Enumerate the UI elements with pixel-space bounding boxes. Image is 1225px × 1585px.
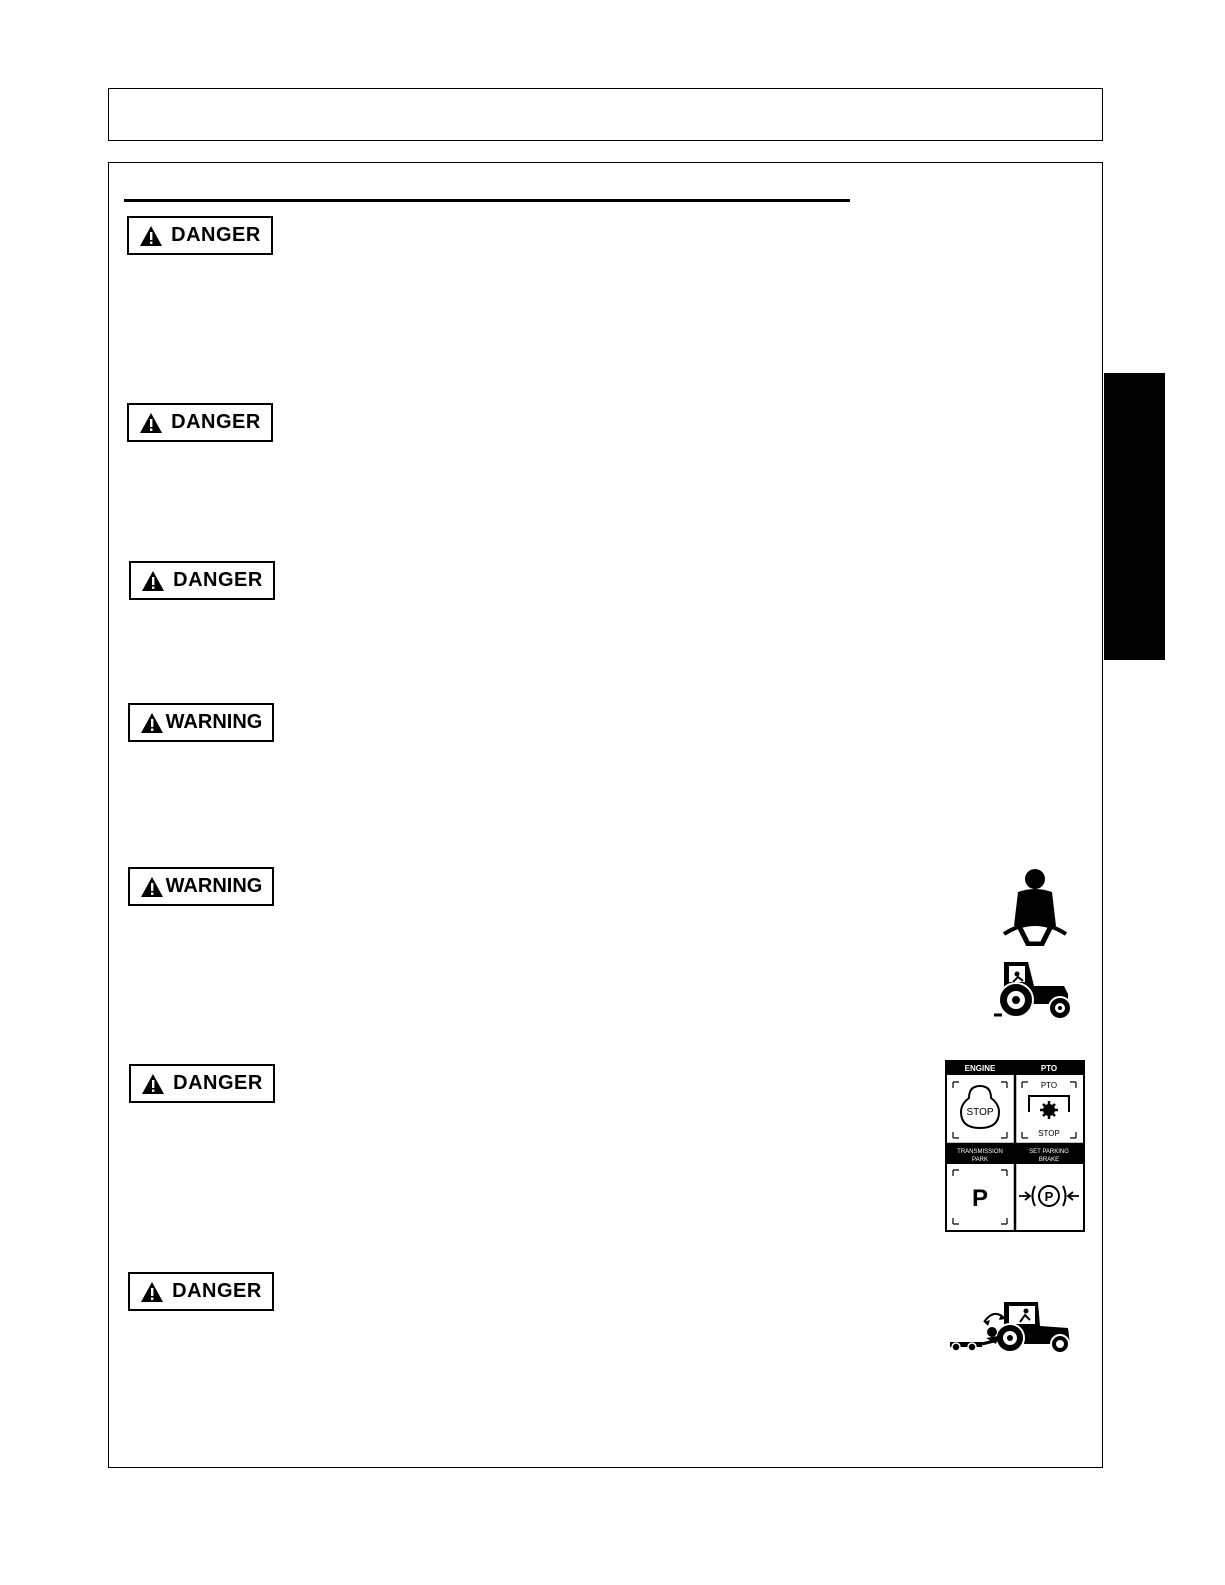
transmission-park-symbol: P: [971, 1185, 989, 1212]
pto-label: PTO: [1040, 1064, 1058, 1073]
brake-label-2: BRAKE: [1038, 1157, 1060, 1163]
sign-label: DANGER: [172, 1280, 262, 1302]
transmission-label: TRANSMISSION: [957, 1149, 1003, 1155]
shutdown-decal: [945, 1060, 1085, 1232]
section-tab: [1104, 373, 1165, 660]
transmission-label-2: PARK: [972, 1157, 988, 1163]
danger-sign: [127, 216, 273, 255]
warning-triangle-icon: [141, 570, 165, 592]
warning-triangle-icon: [140, 1281, 164, 1303]
danger-sign: [128, 1272, 274, 1311]
tractor-implement-icon: [948, 1298, 1072, 1356]
sign-label: DANGER: [173, 569, 263, 591]
warning-triangle-icon: [141, 1073, 165, 1095]
pto-inner-label: PTO: [1040, 1081, 1058, 1090]
danger-sign: [129, 561, 275, 600]
seatbelt-icon: [998, 866, 1072, 946]
sign-label: WARNING: [165, 711, 263, 733]
brake-label: SET PARKING: [1029, 1149, 1069, 1155]
engine-label: ENGINE: [964, 1064, 996, 1073]
warning-triangle-icon: [139, 225, 163, 247]
pto-stop: STOP: [1038, 1129, 1060, 1138]
warning-sign: [128, 703, 274, 742]
danger-sign: [127, 403, 273, 442]
page-header-box: [108, 88, 1103, 141]
parking-brake-symbol: P: [1044, 1189, 1054, 1204]
warning-triangle-icon: [139, 412, 163, 434]
engine-stop: STOP: [966, 1107, 994, 1118]
warning-triangle-icon: [140, 712, 164, 734]
tractor-icon: [994, 960, 1074, 1022]
warning-sign: [128, 867, 274, 906]
sign-label: WARNING: [165, 875, 263, 897]
warning-triangle-icon: [140, 876, 164, 898]
sign-label: DANGER: [171, 224, 261, 246]
section-rule: [124, 199, 850, 202]
sign-label: DANGER: [171, 411, 261, 433]
danger-sign: [129, 1064, 275, 1103]
sign-label: DANGER: [173, 1072, 263, 1094]
